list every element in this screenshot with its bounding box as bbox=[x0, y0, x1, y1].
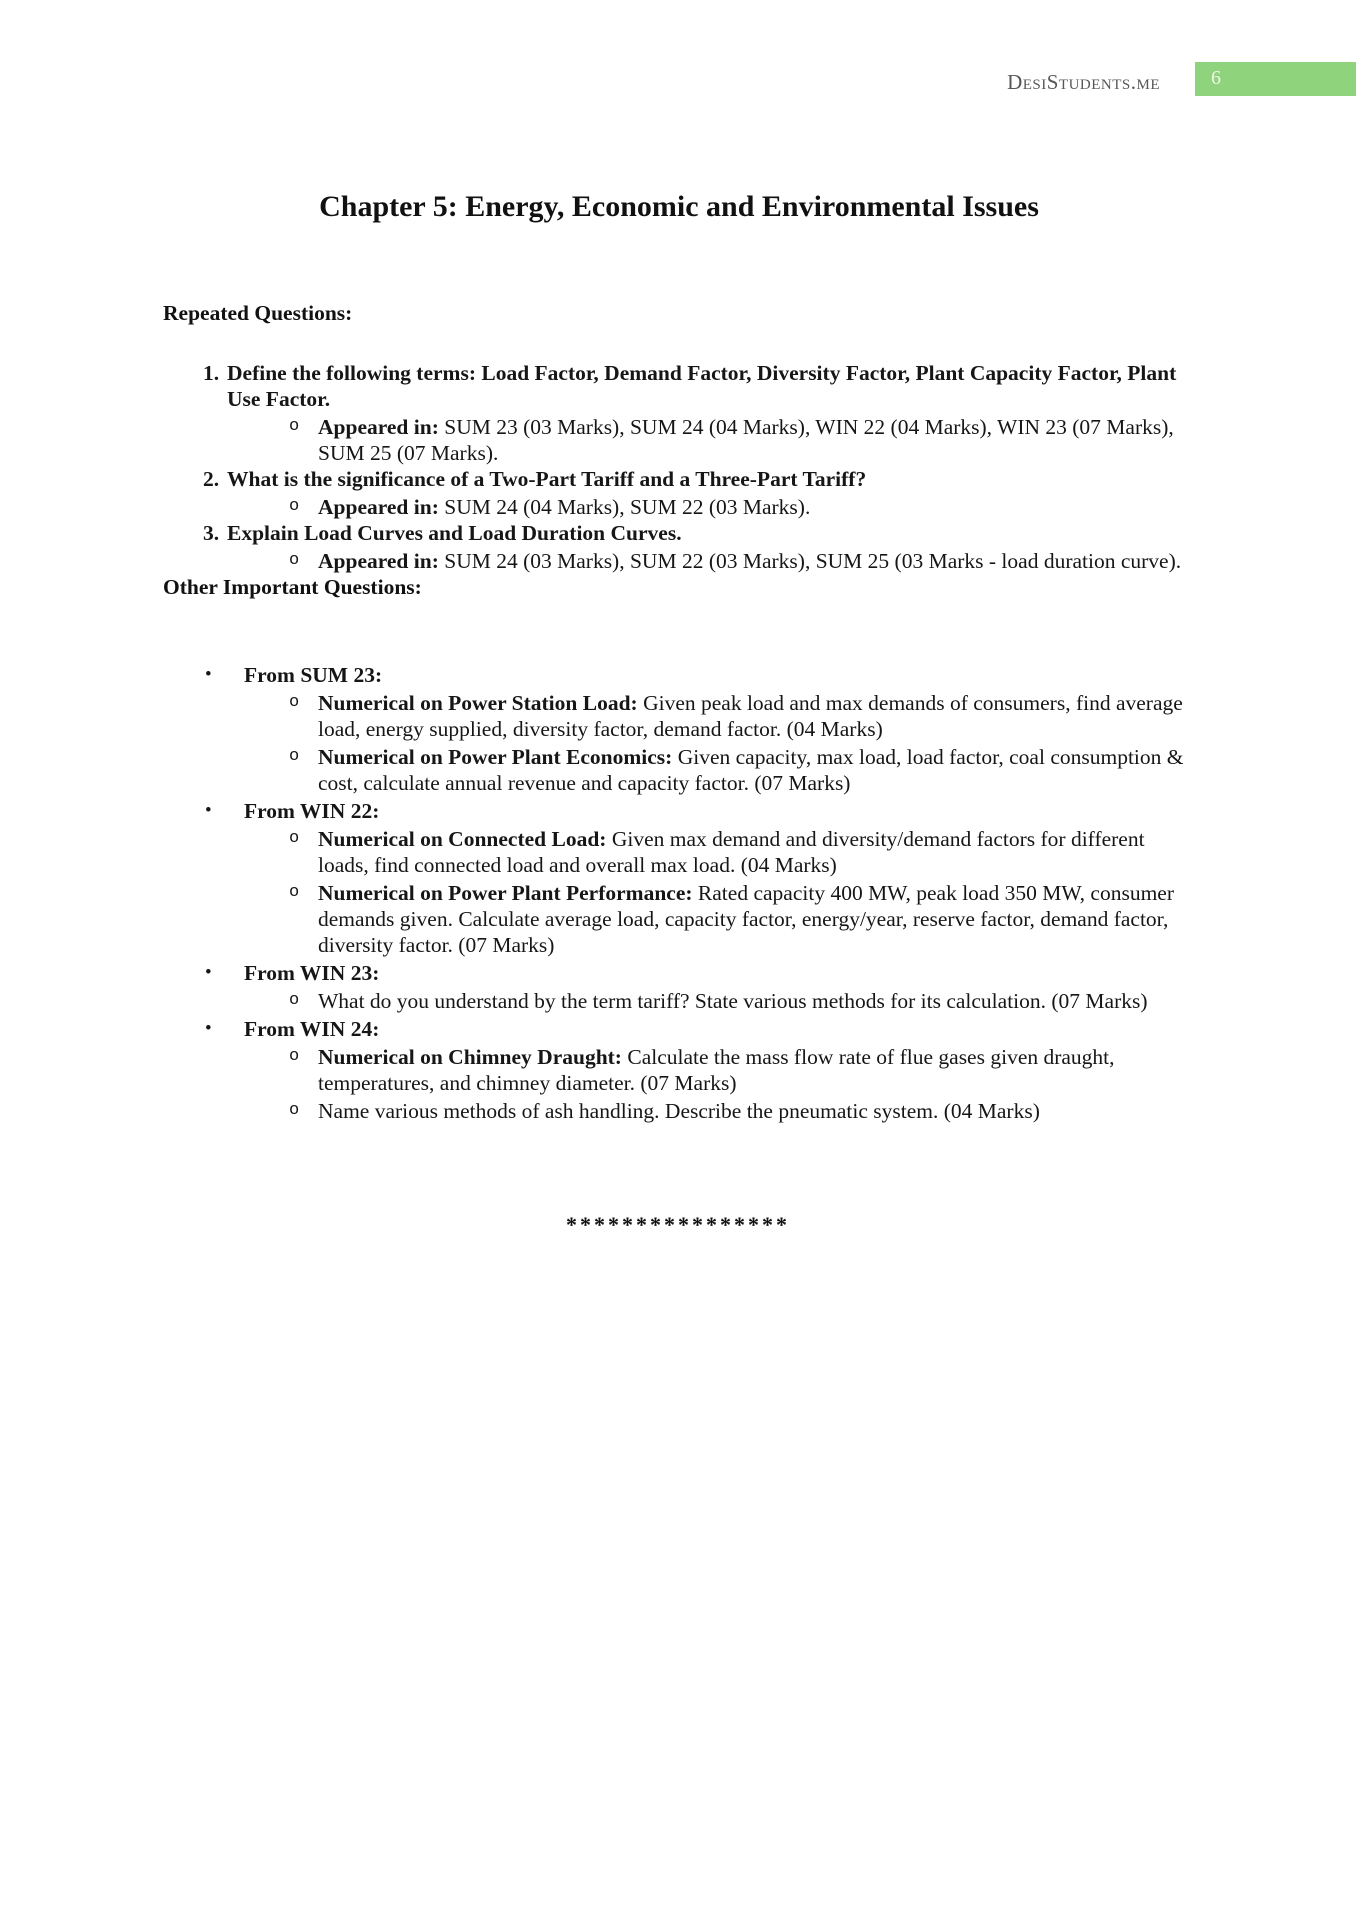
list-number: 2. bbox=[203, 467, 220, 491]
question-point-detail: Given capacity, max load, load factor, coal consumption & cost, calculate annual revenue and capacity factor. (07 Marks) bbox=[318, 745, 1184, 795]
section-separator: **************** bbox=[566, 1212, 790, 1237]
question-text: Define the following terms: Load Factor, Demand Factor, Diversity Factor, Plant Capacity Factor, Plant Use Factor. bbox=[227, 361, 1177, 411]
question-item bbox=[163, 520, 1193, 546]
question-point-text bbox=[318, 826, 1193, 878]
site-name: DesiStudents.me bbox=[1007, 70, 1160, 94]
list-number: 3. bbox=[203, 521, 220, 545]
question-point-text bbox=[318, 880, 1193, 958]
appeared-in-label: Appeared in: bbox=[318, 415, 439, 439]
question-point bbox=[163, 988, 1193, 1014]
circle-bullet-icon: o bbox=[289, 551, 300, 570]
question-point-title: Numerical on Connected Load: bbox=[318, 827, 607, 851]
question-point bbox=[163, 1044, 1193, 1096]
circle-bullet-icon: o bbox=[289, 747, 300, 766]
question-point-text bbox=[318, 988, 1193, 1014]
question-point bbox=[163, 690, 1193, 742]
appeared-in-detail: SUM 23 (03 Marks), SUM 24 (04 Marks), WIN 22 (04 Marks), WIN 23 (07 Marks), SUM 25 (07 Marks). bbox=[318, 415, 1174, 465]
exam-group-text: From SUM 23: bbox=[244, 663, 383, 687]
dot-bullet-icon: • bbox=[205, 664, 212, 685]
list-number: 1. bbox=[203, 361, 220, 385]
question-point-text bbox=[318, 1044, 1193, 1096]
repeated-questions-list bbox=[163, 360, 1193, 574]
question-text: What is the significance of a Two-Part Tariff and a Three-Part Tariff? bbox=[227, 467, 867, 491]
question-point-title: Numerical on Power Plant Economics: bbox=[318, 745, 673, 769]
appeared-in-note bbox=[163, 494, 1193, 520]
appeared-in-detail: SUM 24 (04 Marks), SUM 22 (03 Marks). bbox=[438, 495, 811, 519]
page-number-bar bbox=[1195, 62, 1356, 96]
exam-group-label bbox=[163, 798, 1193, 824]
appeared-in-detail: SUM 24 (03 Marks), SUM 22 (03 Marks), SUM 25 (03 Marks - load duration curve). bbox=[438, 549, 1182, 573]
dot-bullet-icon: • bbox=[205, 1018, 212, 1039]
question-point-detail: Given peak load and max demands of consumers, find average load, energy supplied, diversity factor, demand factor. (04 Marks) bbox=[318, 691, 1183, 741]
question-point-detail: Name various methods of ash handling. Describe the pneumatic system. (04 Marks) bbox=[318, 1099, 1040, 1123]
circle-bullet-icon: o bbox=[289, 417, 300, 436]
question-point bbox=[163, 744, 1193, 796]
question-point-detail: Rated capacity 400 MW, peak load 350 MW, consumer demands given. Calculate average load, capacity factor, energy/year, reserve factor, demand factor, diversity factor. (07 Marks) bbox=[318, 881, 1174, 957]
question-point-detail: Given max demand and diversity/demand factors for different loads, find connected load and overall max load. (04 Marks) bbox=[318, 827, 1145, 877]
circle-bullet-icon: o bbox=[289, 1101, 300, 1120]
circle-bullet-icon: o bbox=[289, 883, 300, 902]
question-point-detail: What do you understand by the term tariff? State various methods for its calculation. (07 Marks) bbox=[318, 989, 1148, 1013]
question-point-text bbox=[318, 744, 1193, 796]
document-content bbox=[163, 300, 1193, 1238]
question-item bbox=[163, 360, 1193, 412]
circle-bullet-icon: o bbox=[289, 829, 300, 848]
question-point-title: Numerical on Power Station Load: bbox=[318, 691, 638, 715]
question-point bbox=[163, 826, 1193, 878]
page-number: 6 bbox=[1211, 67, 1221, 89]
circle-bullet-icon: o bbox=[289, 693, 300, 712]
repeated-questions-heading: Repeated Questions: bbox=[163, 301, 353, 325]
exam-group-text: From WIN 23: bbox=[244, 961, 380, 985]
chapter-title: Chapter 5: Energy, Economic and Environmental Issues bbox=[319, 190, 1039, 223]
dot-bullet-icon: • bbox=[205, 962, 212, 983]
circle-bullet-icon: o bbox=[289, 1047, 300, 1066]
appeared-in-note bbox=[163, 548, 1193, 574]
question-point bbox=[163, 1098, 1193, 1124]
appeared-in-label: Appeared in: bbox=[318, 549, 439, 573]
exam-group-label bbox=[163, 662, 1193, 688]
question-point-title: Numerical on Chimney Draught: bbox=[318, 1045, 622, 1069]
question-point-text bbox=[318, 690, 1193, 742]
question-point-text bbox=[318, 1098, 1193, 1124]
question-point-title: Numerical on Power Plant Performance: bbox=[318, 881, 693, 905]
exam-group-text: From WIN 22: bbox=[244, 799, 380, 823]
exam-group-label bbox=[163, 1016, 1193, 1042]
question-text: Explain Load Curves and Load Duration Curves. bbox=[227, 521, 682, 545]
question-item bbox=[163, 466, 1193, 492]
appeared-in-note bbox=[163, 414, 1193, 466]
circle-bullet-icon: o bbox=[289, 991, 300, 1010]
exam-group-label bbox=[163, 960, 1193, 986]
appeared-in-text bbox=[318, 548, 1193, 574]
circle-bullet-icon: o bbox=[289, 497, 300, 516]
dot-bullet-icon: • bbox=[205, 800, 212, 821]
other-questions-list bbox=[163, 662, 1193, 1124]
question-point-detail: Calculate the mass flow rate of flue gases given draught, temperatures, and chimney diameter. (07 Marks) bbox=[318, 1045, 1115, 1095]
appeared-in-text bbox=[318, 414, 1193, 466]
appeared-in-label: Appeared in: bbox=[318, 495, 439, 519]
question-point bbox=[163, 880, 1193, 958]
other-questions-heading: Other Important Questions: bbox=[163, 575, 422, 599]
appeared-in-text bbox=[318, 494, 1193, 520]
exam-group-text: From WIN 24: bbox=[244, 1017, 380, 1041]
